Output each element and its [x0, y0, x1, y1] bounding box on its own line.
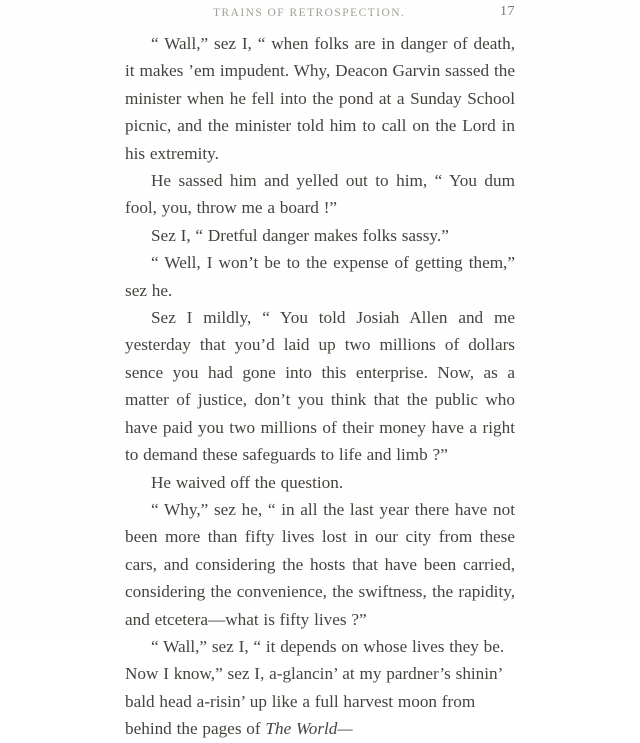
- running-head: [125, 4, 515, 22]
- page-number: 17: [500, 4, 515, 19]
- paragraph-final: [125, 633, 515, 743]
- paragraph: Sez I, “ Dretful danger makes folks sassy.”: [151, 225, 449, 245]
- body-text: [125, 30, 515, 743]
- paragraph: He waived off the question.: [151, 472, 344, 492]
- paragraph-final-lead: “ Wall,” sez I, “ it depends on whose lives they be. Now I know,” sez I, a-glancin’ at my pardner’s shinin’ bald head a-risin’ up like a full harvest moon from behind the pages of: [125, 636, 505, 739]
- paragraph: “ Well, I won’t be to the expense of getting them,” sez he.: [125, 253, 515, 300]
- paragraph: Sez I mildly, “ You told Josiah Allen and me yesterday that you’d laid up two millions of dollars sence you had gone into this enterprise. Now, as a matter of justice, don’t you think that the public who have paid you two millions of their money have a right to demand these safeguards to life and limb ?”: [125, 308, 515, 465]
- paragraph: “ Wall,” sez I, “ when folks are in danger of death, it makes ’em impudent. Why, Deacon Garvin sassed the minister when he fell into the pond at a Sunday School picnic, and the minister told him to call on the Lord in his extremity.: [125, 34, 515, 163]
- paragraph: “ Why,” sez he, “ in all the last year there have not been more than fifty lives lost in our city from these cars, and considering the hosts that have been carried, considering the convenience, the swiftness, the rapidity, and etcetera—what is fifty lives ?”: [125, 499, 515, 629]
- cited-work-title: The World—: [265, 719, 353, 739]
- running-head-title: TRAINS OF RETROSPECTION.: [213, 7, 406, 19]
- paragraph: He sassed him and yelled out to him, “ You dum fool, you, throw me a board !”: [125, 171, 515, 218]
